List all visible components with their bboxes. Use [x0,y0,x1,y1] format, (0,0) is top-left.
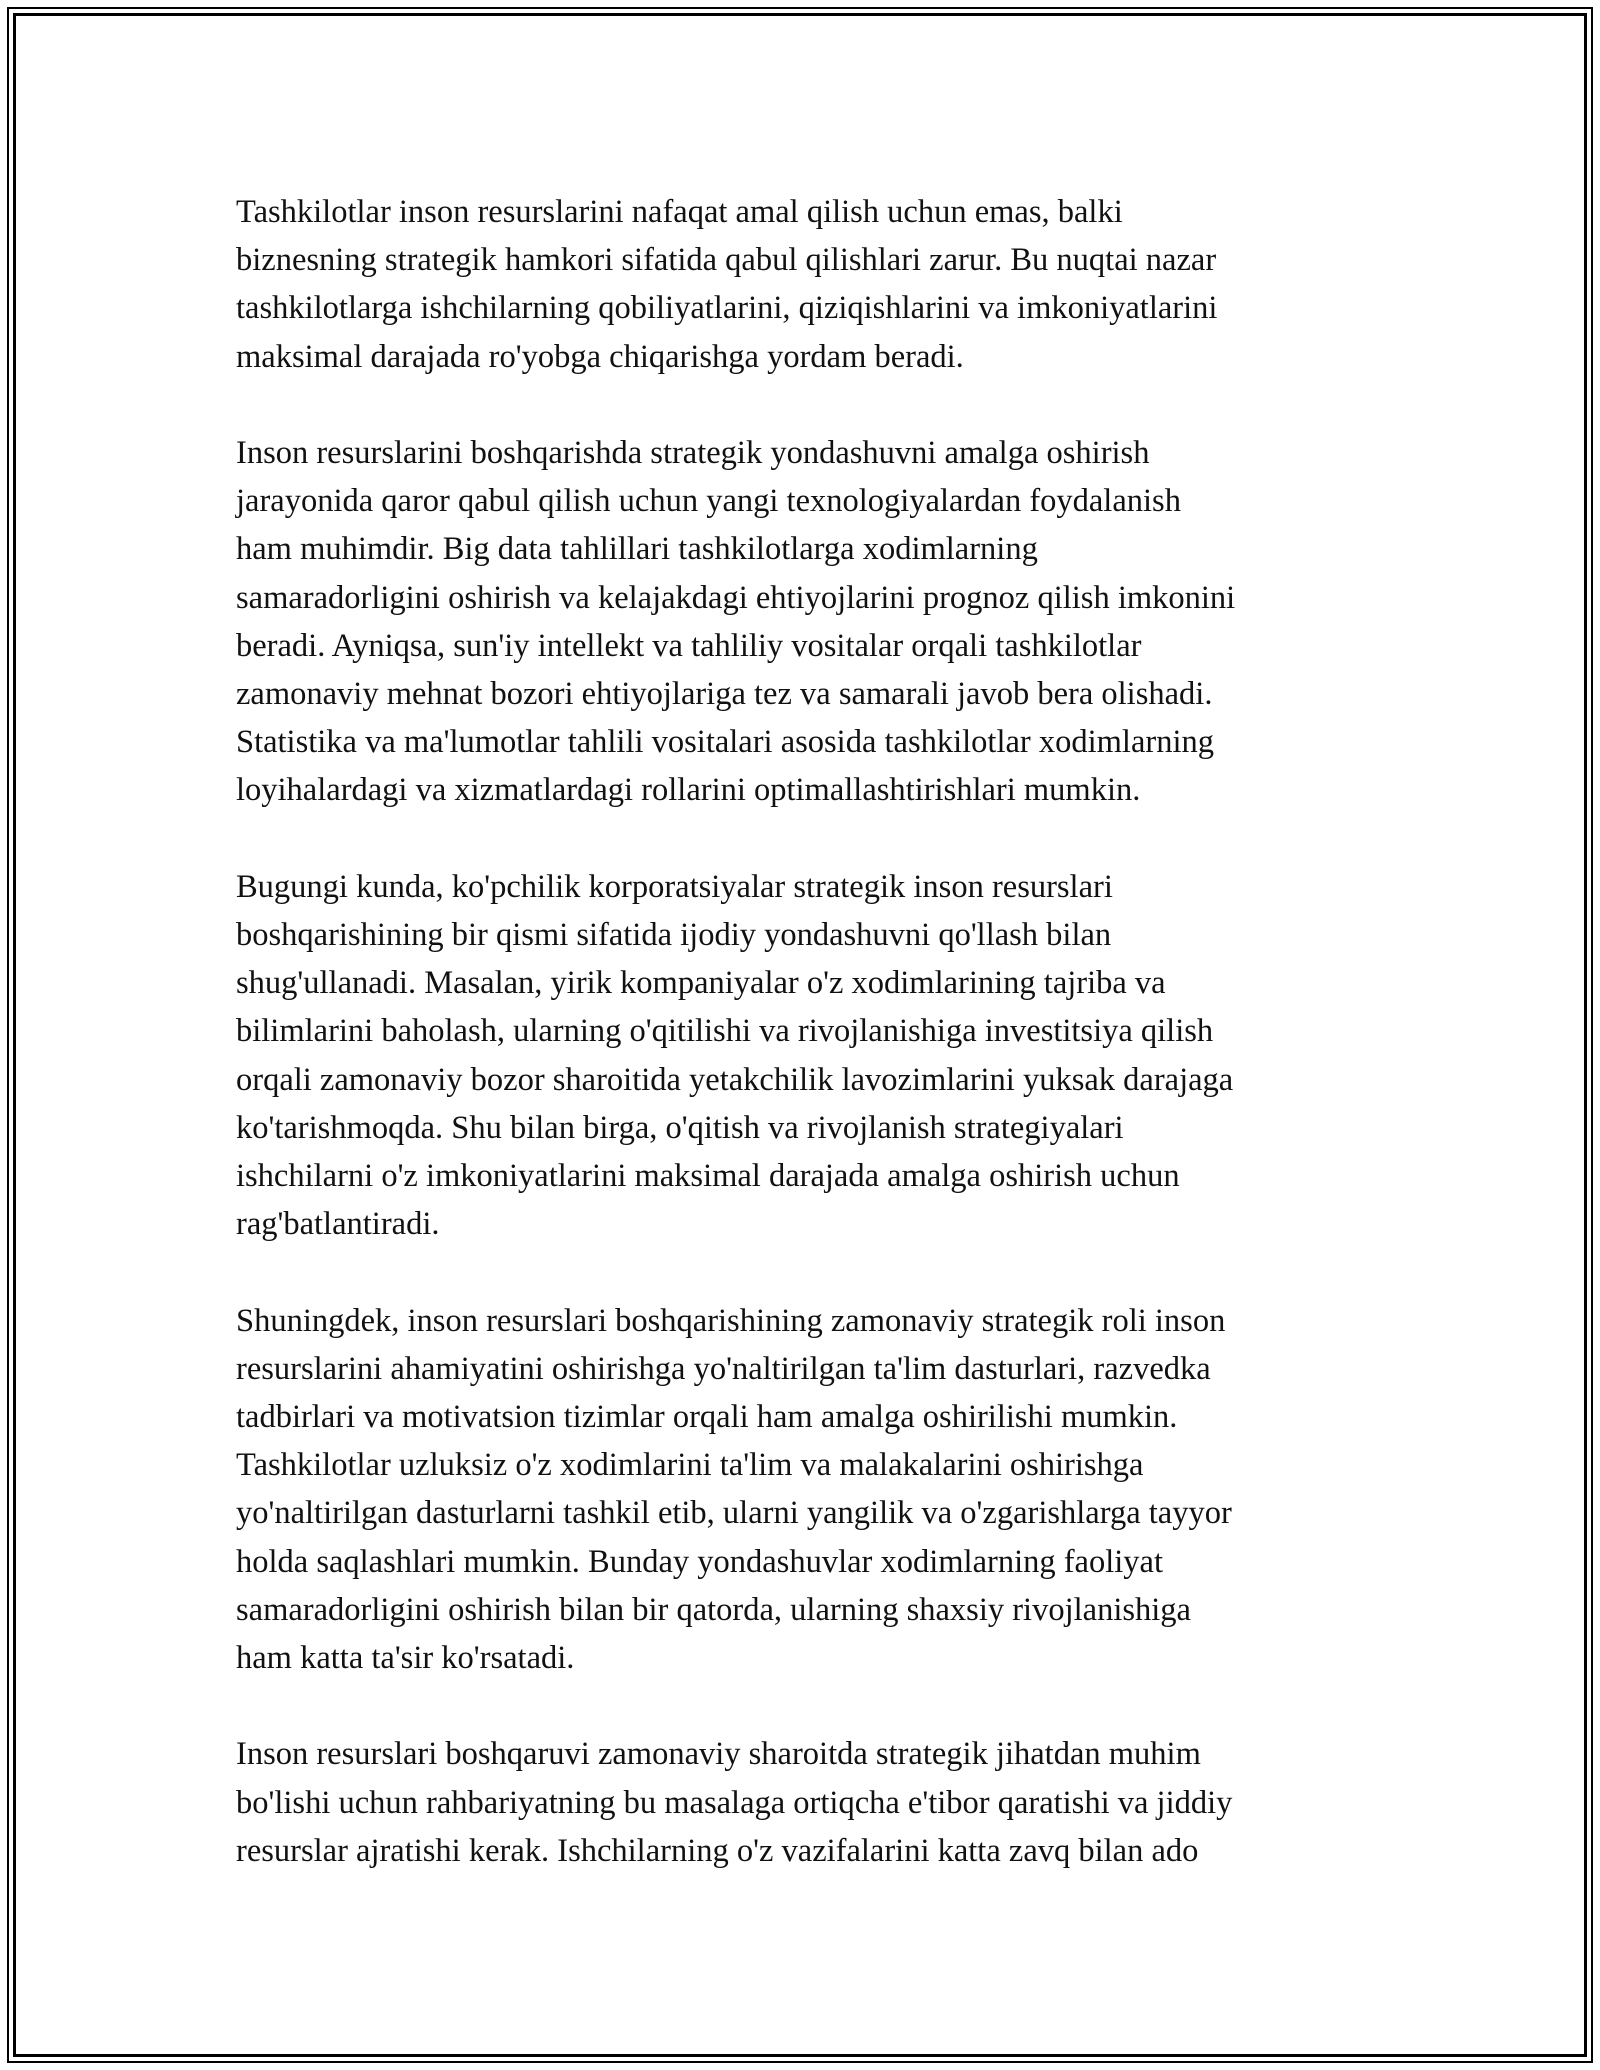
paragraph-4 [236,1297,1376,1683]
text-line: Bugungi kunda, ko'pchilik korporatsiyalar strategik inson resurslari [236,868,1113,905]
text-line: maksimal darajada ro'yobga chiqarishga yordam beradi. [236,338,964,375]
paragraph-5 [236,1730,1376,1875]
text-line: loyihalardagi va xizmatlardagi rollarini optimallashtirishlari mumkin. [236,772,1141,809]
document-body [236,188,1376,1923]
text-line: resurslar ajratishi kerak. Ishchilarning o'z vazifalarini katta zavq bilan ado [236,1832,1199,1869]
text-line: ko'tarishmoqda. Shu bilan birga, o'qitish va rivojlanish strategiyalari [236,1109,1124,1146]
text-line: biznesning strategik hamkori sifatida qabul qilishlari zarur. Bu nuqtai nazar [236,242,1217,279]
text-line: samaradorligini oshirish bilan bir qatorda, ularning shaxsiy rivojlanishiga [236,1591,1191,1628]
text-line: ham katta ta'sir ko'rsatadi. [236,1640,575,1677]
text-line: resurslarini ahamiyatini oshirishga yo'naltirilgan ta'lim dasturlari, razvedka [236,1350,1211,1387]
text-line: Inson resurslarini boshqarishda strategik yondashuvni amalga oshirish [236,435,1150,471]
text-line: samaradorligini oshirish va kelajakdagi ehtiyojlarini prognoz qilish imkonini [236,579,1236,616]
text-line: tadbirlari va motivatsion tizimlar orqali ham amalga oshirilishi mumkin. [236,1399,1178,1436]
text-line: yo'naltirilgan dasturlarni tashkil etib, ularni yangilik va o'zgarishlarga tayyor [236,1495,1232,1532]
text-line: shug'ullanadi. Masalan, yirik kompaniyalar o'z xodimlarining tajriba va [236,965,1166,1002]
text-line: Shuningdek, inson resurslari boshqarishining zamonaviy strategik roli inson [236,1302,1226,1339]
text-line: Statistika va ma'lumotlar tahlili vositalari asosida tashkilotlar xodimlarning [236,724,1214,761]
text-line: Inson resurslari boshqaruvi zamonaviy sharoitda strategik jihatdan muhim [236,1736,1201,1773]
text-line: zamonaviy mehnat bozori ehtiyojlariga tez va samarali javob bera olishadi. [236,676,1213,713]
text-line: holda saqlashlari mumkin. Bunday yondashuvlar xodimlarning faoliyat [236,1543,1163,1580]
paragraph-2 [236,429,1376,815]
text-line: bilimlarini baholash, ularning o'qitilishi va rivojlanishiga investitsiya qilish [236,1013,1214,1050]
text-line: rag'batlantiradi. [236,1206,440,1243]
text-line: boshqarishining bir qismi sifatida ijodiy yondashuvni qo'llash bilan [236,917,1112,954]
text-line: beradi. Ayniqsa, sun'iy intellekt va tahliliy vositalar orqali tashkilotlar [236,627,1142,664]
text-line: Tashkilotlar uzluksiz o'z xodimlarini ta'lim va malakalarini oshirishga [236,1447,1144,1484]
text-line: bo'lishi uchun rahbariyatning bu masalaga ortiqcha e'tibor qaratishi va jiddiy [236,1784,1233,1821]
text-line: tashkilotlarga ishchilarning qobiliyatlarini, qiziqishlarini va imkoniyatlarini [236,290,1218,327]
text-line: orqali zamonaviy bozor sharoitida yetakchilik lavozimlarini yuksak darajaga [236,1061,1234,1098]
paragraph-3 [236,863,1376,1249]
text-line: Tashkilotlar inson resurslarini nafaqat amal qilish uchun emas, balki [236,194,1123,230]
text-line: ham muhimdir. Big data tahlillari tashkilotlarga xodimlarning [236,531,1038,568]
text-line: ishchilarni o'z imkoniyatlarini maksimal darajada amalga oshirish uchun [236,1158,1180,1195]
paragraph-1 [236,188,1376,381]
text-line: jarayonida qaror qabul qilish uchun yangi texnologiyalardan foydalanish [236,483,1181,520]
